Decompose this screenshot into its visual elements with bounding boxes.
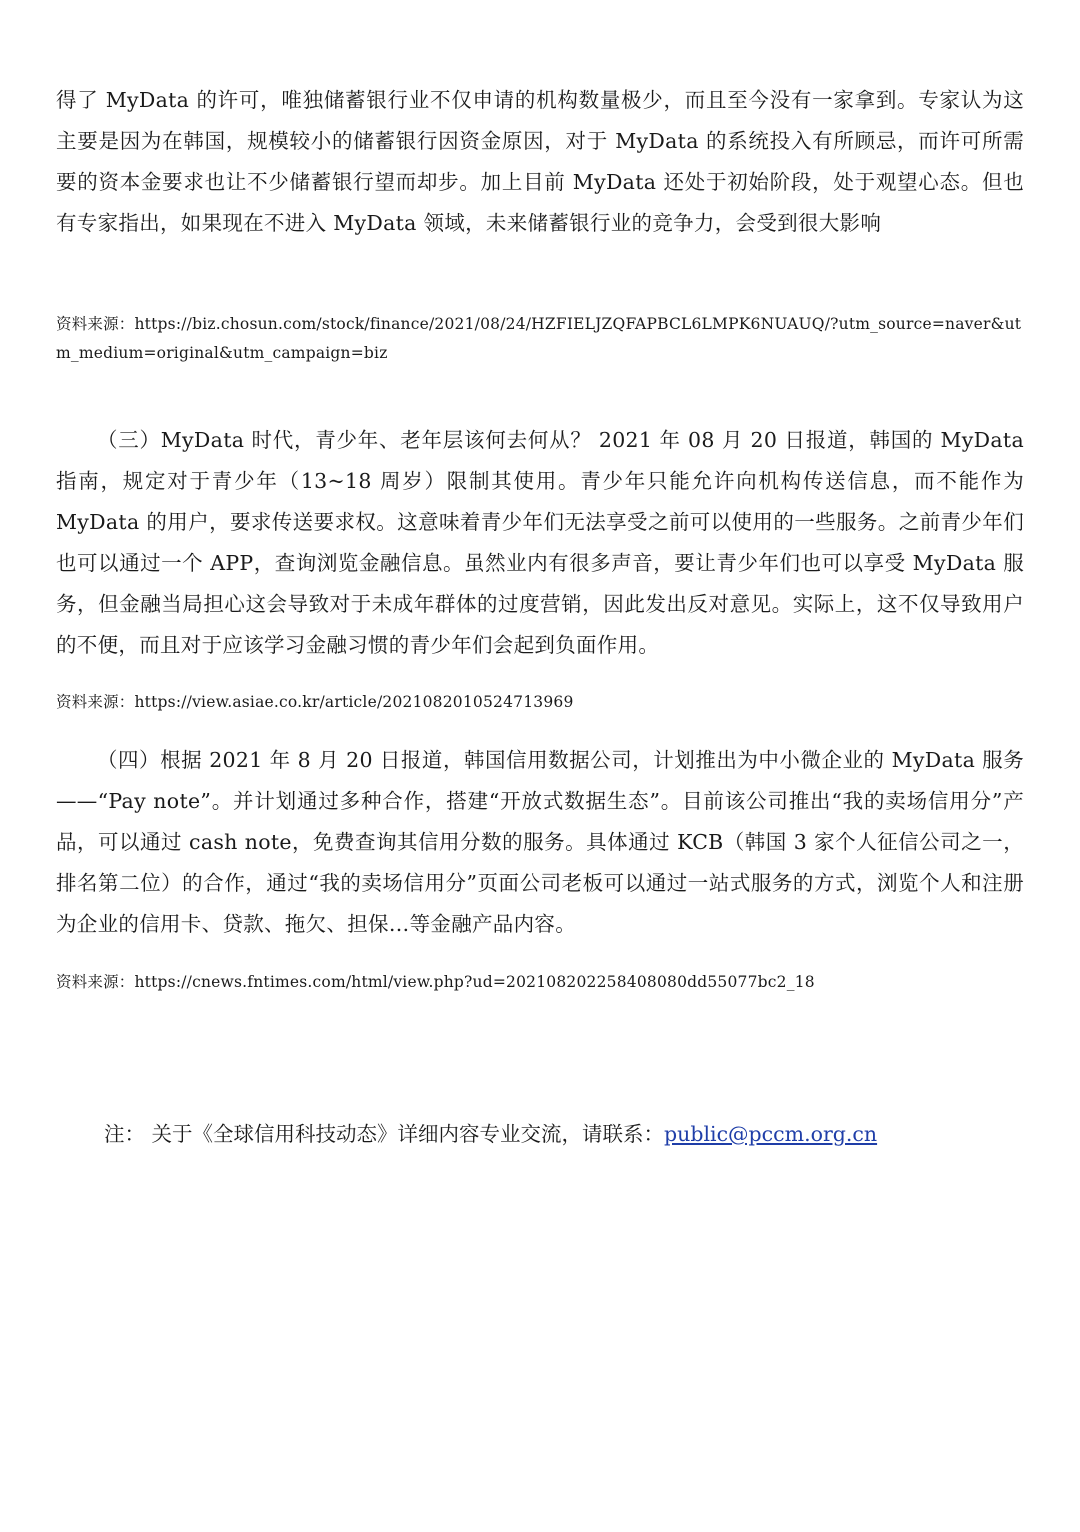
contact-email-link[interactable]: public@pccm.org.cn	[664, 1122, 878, 1146]
source-asiae: 资料来源：https://view.asiae.co.kr/article/2021082010524713969	[56, 693, 574, 711]
contact-note-text: 注： 关于《全球信用科技动态》详细内容专业交流，请联系：	[104, 1122, 665, 1146]
paragraph-credit-data-company: （四）根据 2021 年 8 月 20 日报道，韩国信用数据公司，计划推出为中小微企业的 MyData 服务——“Pay note”。并计划通过多种合作，搭建“开放式数据生态”。目前该公司推出“我的卖场信用分”产品，可以通过 cash note，免费查询其信用分数的服务。具体通过 KCB（韩国 3 家个人征信公司之一，排名第二位）的合作，通过“我的卖场信用分”页面公司老板可以通过一站式服务的方式，浏览个人和注册为企业的信用卡、贷款、拖欠、担保…等金融产品内容。	[56, 748, 1024, 936]
contact-note	[104, 1114, 1004, 1155]
source-fntimes: 资料来源：https://cnews.fntimes.com/html/view.php?ud=202108202258408080dd55077bc2_18	[56, 973, 815, 991]
source-chosun: 资料来源：https://biz.chosun.com/stock/finance/2021/08/24/HZFIELJZQFAPBCL6LMPK6NUAUQ/?utm_source=naver&utm_medium=original&utm_campaign=biz	[56, 315, 1022, 362]
paragraph-savings-banks: 得了 MyData 的许可，唯独储蓄银行业不仅申请的机构数量极少，而且至今没有一家拿到。专家认为这主要是因为在韩国，规模较小的储蓄银行因资金原因，对于 MyData 的系统投入有所顾忌，而许可所需要的资本金要求也让不少储蓄银行望而却步。加上目前 MyData 还处于初始阶段，处于观望心态。但也有专家指出，如果现在不进入 MyData 领域，未来储蓄银行业的竞争力，会受到很大影响	[56, 88, 1024, 235]
paragraph-youth-elderly: （三）MyData 时代，青少年、老年层该何去何从？ 2021 年 08 月 20 日报道，韩国的 MyData 指南，规定对于青少年（13~18 周岁）限制其使用。青少年只能允许向机构传送信息，而不能作为 MyData 的用户，要求传送要求权。这意味着青少年们无法享受之前可以使用的一些服务。之前青少年们也可以通过一个 APP，查询浏览金融信息。虽然业内有很多声音，要让青少年们也可以享受 MyData 服务，但金融当局担心这会导致对于未成年群体的过度营销，因此发出反对意见。实际上，这不仅导致用户的不便，而且对于应该学习金融习惯的青少年们会起到负面作用。	[56, 428, 1024, 657]
